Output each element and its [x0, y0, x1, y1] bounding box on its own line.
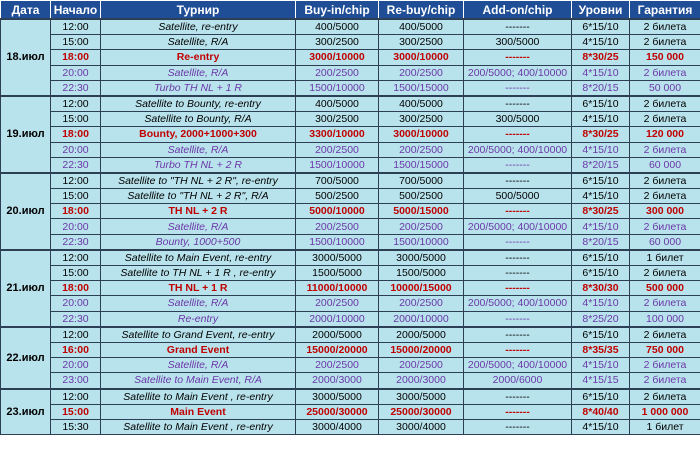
- schedule-row: [1, 35, 700, 50]
- addon-cell: -------: [464, 173, 572, 189]
- date-cell: 23.июл: [1, 389, 51, 435]
- schedule-row: [1, 389, 700, 405]
- header-guarantee: Гарантия: [630, 1, 700, 20]
- rebuy-cell: 200/2500: [379, 358, 464, 373]
- tournament-name-cell: Bounty, 1000+500: [101, 234, 296, 250]
- start-time-cell: 22:30: [51, 157, 101, 173]
- rebuy-cell: 1500/10000: [379, 234, 464, 250]
- rebuy-cell: 300/2500: [379, 35, 464, 50]
- levels-cell: 4*15/10: [572, 419, 630, 434]
- start-time-cell: 18:00: [51, 281, 101, 296]
- tournament-name-cell: Satellite to Main Event, re-entry: [101, 250, 296, 266]
- schedule-row: [1, 419, 700, 434]
- schedule-row: [1, 80, 700, 96]
- tournament-name-cell: Bounty, 2000+1000+300: [101, 127, 296, 142]
- schedule-row: [1, 234, 700, 250]
- levels-cell: 4*15/10: [572, 35, 630, 50]
- addon-cell: 300/5000: [464, 35, 572, 50]
- levels-cell: 4*15/10: [572, 112, 630, 127]
- rebuy-cell: 1500/15000: [379, 157, 464, 173]
- start-time-cell: 20:00: [51, 296, 101, 311]
- levels-cell: 8*20/15: [572, 80, 630, 96]
- rebuy-cell: 3000/10000: [379, 50, 464, 65]
- tournament-name-cell: Satellite to "TH NL + 2 R", R/A: [101, 189, 296, 204]
- schedule-row: [1, 266, 700, 281]
- schedule-row: [1, 112, 700, 127]
- date-cell: 18.июл: [1, 19, 51, 96]
- addon-cell: -------: [464, 50, 572, 65]
- buyin-cell: 5000/10000: [296, 204, 379, 219]
- tournament-name-cell: Satellite to Main Event , re-entry: [101, 419, 296, 434]
- start-time-cell: 22:30: [51, 311, 101, 327]
- schedule-row: [1, 127, 700, 142]
- guarantee-cell: 2 билета: [630, 142, 700, 157]
- addon-cell: -------: [464, 80, 572, 96]
- addon-cell: 200/5000; 400/10000: [464, 219, 572, 234]
- date-cell: 22.июл: [1, 327, 51, 389]
- levels-cell: 8*30/25: [572, 204, 630, 219]
- schedule-row: [1, 65, 700, 80]
- start-time-cell: 22:30: [51, 234, 101, 250]
- start-time-cell: 20:00: [51, 142, 101, 157]
- levels-cell: 8*20/15: [572, 234, 630, 250]
- tournament-name-cell: TH NL + 1 R: [101, 281, 296, 296]
- levels-cell: 8*30/25: [572, 127, 630, 142]
- guarantee-cell: 500 000: [630, 281, 700, 296]
- tournament-name-cell: Satellite to Grand Event, re-entry: [101, 327, 296, 343]
- tournament-name-cell: Satellite, R/A: [101, 142, 296, 157]
- guarantee-cell: 1 билет: [630, 250, 700, 266]
- start-time-cell: 15:00: [51, 266, 101, 281]
- schedule-row: [1, 358, 700, 373]
- schedule-row: [1, 404, 700, 419]
- tournament-name-cell: Satellite to Bounty, re-entry: [101, 96, 296, 112]
- addon-cell: -------: [464, 342, 572, 357]
- start-time-cell: 12:00: [51, 250, 101, 266]
- guarantee-cell: 2 билета: [630, 65, 700, 80]
- addon-cell: -------: [464, 404, 572, 419]
- guarantee-cell: 2 билета: [630, 296, 700, 311]
- buyin-cell: 3000/4000: [296, 419, 379, 434]
- addon-cell: -------: [464, 19, 572, 35]
- buyin-cell: 1500/10000: [296, 234, 379, 250]
- start-time-cell: 12:00: [51, 96, 101, 112]
- levels-cell: 8*30/25: [572, 50, 630, 65]
- addon-cell: 300/5000: [464, 112, 572, 127]
- start-time-cell: 15:00: [51, 404, 101, 419]
- tournament-name-cell: Satellite to Bounty, R/A: [101, 112, 296, 127]
- tournament-name-cell: Main Event: [101, 404, 296, 419]
- addon-cell: -------: [464, 96, 572, 112]
- levels-cell: 4*15/10: [572, 358, 630, 373]
- schedule-row: [1, 96, 700, 112]
- schedule-row: [1, 219, 700, 234]
- rebuy-cell: 3000/5000: [379, 389, 464, 405]
- start-time-cell: 20:00: [51, 219, 101, 234]
- buyin-cell: 400/5000: [296, 96, 379, 112]
- levels-cell: 6*15/10: [572, 173, 630, 189]
- levels-cell: 4*15/15: [572, 373, 630, 389]
- buyin-cell: 300/2500: [296, 35, 379, 50]
- start-time-cell: 16:00: [51, 342, 101, 357]
- start-time-cell: 20:00: [51, 358, 101, 373]
- buyin-cell: 200/2500: [296, 219, 379, 234]
- schedule-row: [1, 157, 700, 173]
- start-time-cell: 12:00: [51, 19, 101, 35]
- guarantee-cell: 2 билета: [630, 112, 700, 127]
- tournament-name-cell: Turbo TH NL + 2 R: [101, 157, 296, 173]
- addon-cell: -------: [464, 266, 572, 281]
- rebuy-cell: 3000/10000: [379, 127, 464, 142]
- buyin-cell: 500/2500: [296, 189, 379, 204]
- rebuy-cell: 2000/10000: [379, 311, 464, 327]
- schedule-row: [1, 311, 700, 327]
- buyin-cell: 200/2500: [296, 358, 379, 373]
- buyin-cell: 2000/5000: [296, 327, 379, 343]
- buyin-cell: 1500/10000: [296, 157, 379, 173]
- schedule-row: [1, 342, 700, 357]
- tournament-name-cell: Turbo TH NL + 1 R: [101, 80, 296, 96]
- tournament-name-cell: Satellite, R/A: [101, 65, 296, 80]
- levels-cell: 4*15/10: [572, 65, 630, 80]
- buyin-cell: 25000/30000: [296, 404, 379, 419]
- header-levels: Уровни: [572, 1, 630, 20]
- guarantee-cell: 2 билета: [630, 173, 700, 189]
- rebuy-cell: 400/5000: [379, 19, 464, 35]
- start-time-cell: 12:00: [51, 389, 101, 405]
- guarantee-cell: 2 билета: [630, 219, 700, 234]
- start-time-cell: 23:00: [51, 373, 101, 389]
- tournament-name-cell: Satellite, R/A: [101, 219, 296, 234]
- levels-cell: 6*15/10: [572, 266, 630, 281]
- addon-cell: 200/5000; 400/10000: [464, 142, 572, 157]
- schedule-row: [1, 327, 700, 343]
- addon-cell: -------: [464, 127, 572, 142]
- addon-cell: 500/5000: [464, 189, 572, 204]
- start-time-cell: 18:00: [51, 50, 101, 65]
- schedule-row: [1, 50, 700, 65]
- rebuy-cell: 2000/5000: [379, 327, 464, 343]
- guarantee-cell: 1 000 000: [630, 404, 700, 419]
- rebuy-cell: 500/2500: [379, 189, 464, 204]
- addon-cell: -------: [464, 234, 572, 250]
- rebuy-cell: 700/5000: [379, 173, 464, 189]
- schedule-row: [1, 281, 700, 296]
- tournament-name-cell: Satellite, R/A: [101, 358, 296, 373]
- levels-cell: 4*15/10: [572, 189, 630, 204]
- buyin-cell: 300/2500: [296, 112, 379, 127]
- schedule-row: [1, 142, 700, 157]
- rebuy-cell: 200/2500: [379, 296, 464, 311]
- header-buyin: Buy-in/chip: [296, 1, 379, 20]
- addon-cell: -------: [464, 419, 572, 434]
- levels-cell: 4*15/10: [572, 219, 630, 234]
- tournament-name-cell: Satellite to TH NL + 1 R , re-entry: [101, 266, 296, 281]
- start-time-cell: 15:00: [51, 112, 101, 127]
- guarantee-cell: 60 000: [630, 157, 700, 173]
- rebuy-cell: 15000/20000: [379, 342, 464, 357]
- levels-cell: 4*15/10: [572, 296, 630, 311]
- guarantee-cell: 2 билета: [630, 389, 700, 405]
- levels-cell: 8*30/30: [572, 281, 630, 296]
- buyin-cell: 2000/10000: [296, 311, 379, 327]
- tournament-name-cell: Satellite to Main Event , re-entry: [101, 389, 296, 405]
- addon-cell: -------: [464, 157, 572, 173]
- rebuy-cell: 200/2500: [379, 65, 464, 80]
- rebuy-cell: 10000/15000: [379, 281, 464, 296]
- addon-cell: 200/5000; 400/10000: [464, 296, 572, 311]
- buyin-cell: 200/2500: [296, 65, 379, 80]
- levels-cell: 8*35/35: [572, 342, 630, 357]
- levels-cell: 6*15/10: [572, 327, 630, 343]
- buyin-cell: 2000/3000: [296, 373, 379, 389]
- rebuy-cell: 1500/15000: [379, 80, 464, 96]
- tournament-name-cell: Satellite to "TH NL + 2 R", re-entry: [101, 173, 296, 189]
- addon-cell: -------: [464, 250, 572, 266]
- start-time-cell: 15:30: [51, 419, 101, 434]
- header-addon: Add-on/chip: [464, 1, 572, 20]
- guarantee-cell: 2 билета: [630, 358, 700, 373]
- rebuy-cell: 25000/30000: [379, 404, 464, 419]
- header-row: [1, 1, 700, 20]
- rebuy-cell: 200/2500: [379, 219, 464, 234]
- guarantee-cell: 150 000: [630, 50, 700, 65]
- header-tournament: Турнир: [101, 1, 296, 20]
- schedule-row: [1, 173, 700, 189]
- tournament-name-cell: TH NL + 2 R: [101, 204, 296, 219]
- header-rebuy: Re-buy/chip: [379, 1, 464, 20]
- tournament-name-cell: Grand Event: [101, 342, 296, 357]
- levels-cell: 6*15/10: [572, 19, 630, 35]
- guarantee-cell: 2 билета: [630, 189, 700, 204]
- levels-cell: 8*25/20: [572, 311, 630, 327]
- start-time-cell: 18:00: [51, 127, 101, 142]
- addon-cell: 200/5000; 400/10000: [464, 358, 572, 373]
- rebuy-cell: 3000/4000: [379, 419, 464, 434]
- buyin-cell: 1500/10000: [296, 80, 379, 96]
- guarantee-cell: 2 билета: [630, 327, 700, 343]
- buyin-cell: 3000/10000: [296, 50, 379, 65]
- buyin-cell: 3000/5000: [296, 250, 379, 266]
- rebuy-cell: 1500/5000: [379, 266, 464, 281]
- tournament-name-cell: Satellite, re-entry: [101, 19, 296, 35]
- guarantee-cell: 300 000: [630, 204, 700, 219]
- levels-cell: 4*15/10: [572, 142, 630, 157]
- addon-cell: -------: [464, 327, 572, 343]
- rebuy-cell: 200/2500: [379, 142, 464, 157]
- levels-cell: 8*20/15: [572, 157, 630, 173]
- buyin-cell: 3000/5000: [296, 389, 379, 405]
- levels-cell: 6*15/10: [572, 250, 630, 266]
- levels-cell: 8*40/40: [572, 404, 630, 419]
- tournament-name-cell: Satellite to Main Event, R/A: [101, 373, 296, 389]
- buyin-cell: 1500/5000: [296, 266, 379, 281]
- addon-cell: -------: [464, 389, 572, 405]
- buyin-cell: 3300/10000: [296, 127, 379, 142]
- rebuy-cell: 3000/5000: [379, 250, 464, 266]
- start-time-cell: 15:00: [51, 189, 101, 204]
- date-cell: 21.июл: [1, 250, 51, 327]
- rebuy-cell: 300/2500: [379, 112, 464, 127]
- header-start: Начало: [51, 1, 101, 20]
- guarantee-cell: 2 билета: [630, 19, 700, 35]
- guarantee-cell: 2 билета: [630, 35, 700, 50]
- guarantee-cell: 1 билет: [630, 419, 700, 434]
- schedule-row: [1, 204, 700, 219]
- buyin-cell: 200/2500: [296, 142, 379, 157]
- buyin-cell: 700/5000: [296, 173, 379, 189]
- addon-cell: -------: [464, 204, 572, 219]
- schedule-row: [1, 250, 700, 266]
- start-time-cell: 15:00: [51, 35, 101, 50]
- schedule-body: [1, 19, 700, 435]
- buyin-cell: 11000/10000: [296, 281, 379, 296]
- start-time-cell: 12:00: [51, 327, 101, 343]
- buyin-cell: 400/5000: [296, 19, 379, 35]
- tournament-name-cell: Re-entry: [101, 311, 296, 327]
- start-time-cell: 12:00: [51, 173, 101, 189]
- guarantee-cell: 2 билета: [630, 266, 700, 281]
- header-date: Дата: [1, 1, 51, 20]
- tournament-name-cell: Satellite, R/A: [101, 296, 296, 311]
- guarantee-cell: 60 000: [630, 234, 700, 250]
- tournament-name-cell: Re-entry: [101, 50, 296, 65]
- schedule-row: [1, 373, 700, 389]
- levels-cell: 6*15/10: [572, 389, 630, 405]
- rebuy-cell: 400/5000: [379, 96, 464, 112]
- addon-cell: 2000/6000: [464, 373, 572, 389]
- addon-cell: 200/5000; 400/10000: [464, 65, 572, 80]
- addon-cell: -------: [464, 311, 572, 327]
- date-cell: 19.июл: [1, 96, 51, 173]
- levels-cell: 6*15/10: [572, 96, 630, 112]
- guarantee-cell: 50 000: [630, 80, 700, 96]
- rebuy-cell: 5000/15000: [379, 204, 464, 219]
- guarantee-cell: 120 000: [630, 127, 700, 142]
- buyin-cell: 15000/20000: [296, 342, 379, 357]
- start-time-cell: 20:00: [51, 65, 101, 80]
- buyin-cell: 200/2500: [296, 296, 379, 311]
- guarantee-cell: 2 билета: [630, 96, 700, 112]
- guarantee-cell: 750 000: [630, 342, 700, 357]
- tournament-name-cell: Satellite, R/A: [101, 35, 296, 50]
- date-cell: 20.июл: [1, 173, 51, 250]
- schedule-row: [1, 189, 700, 204]
- guarantee-cell: 100 000: [630, 311, 700, 327]
- rebuy-cell: 2000/3000: [379, 373, 464, 389]
- schedule-row: [1, 296, 700, 311]
- start-time-cell: 18:00: [51, 204, 101, 219]
- schedule-row: [1, 19, 700, 35]
- guarantee-cell: 2 билета: [630, 373, 700, 389]
- addon-cell: -------: [464, 281, 572, 296]
- start-time-cell: 22:30: [51, 80, 101, 96]
